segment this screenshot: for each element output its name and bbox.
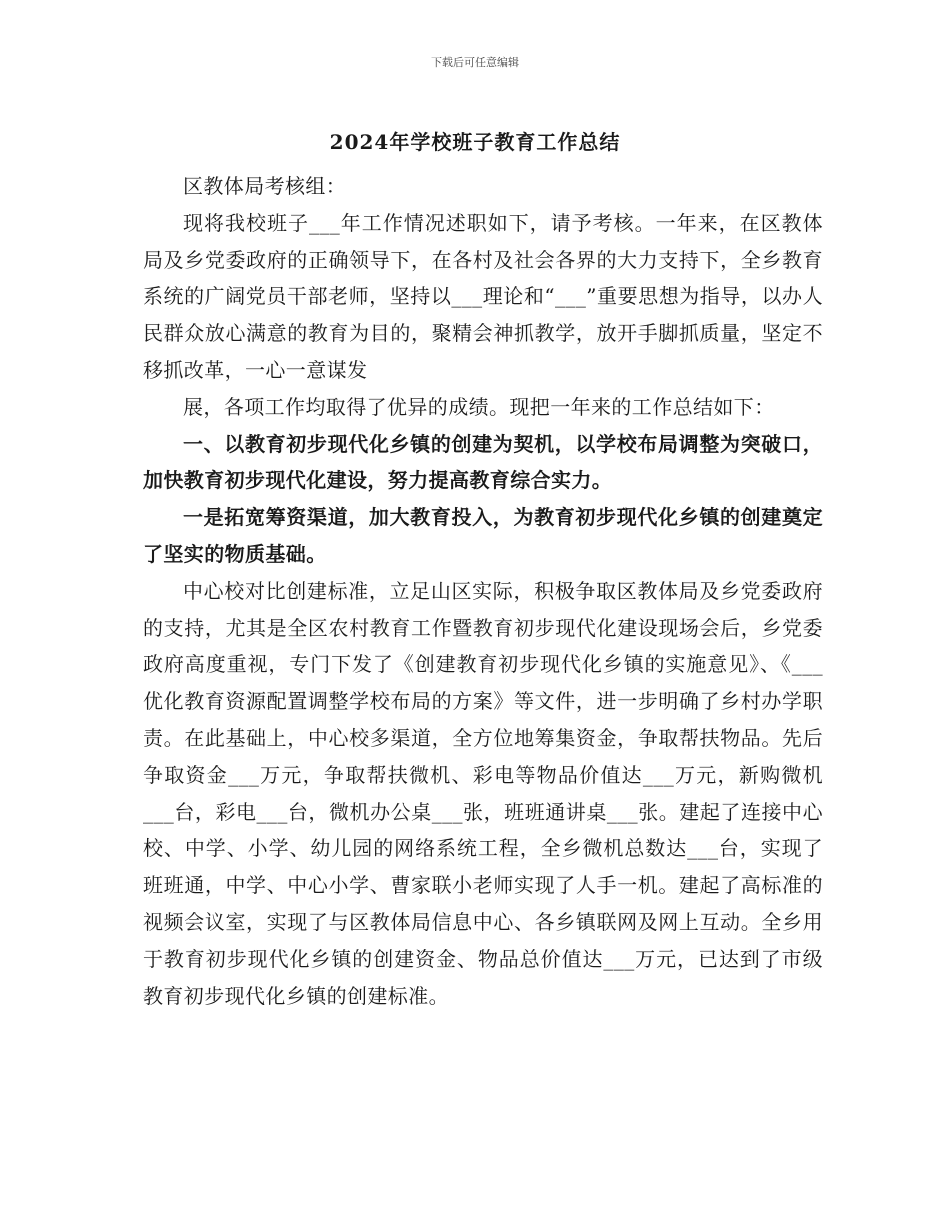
subsection-heading-1: 一是拓宽筹资渠道，加大教育投入，为教育初步现代化乡镇的创建奠定了坚实的物质基础。 [143, 505, 823, 566]
paragraph-intro: 现将我校班子___年工作情况述职如下，请予考核。一年来，在区教体局及乡党委政府的正确领导下，在各村及社会各界的大力支持下，全乡教育系统的广阔党员干部老师，坚持以___理论和“___”重要思想为指导，以办人民群众放心满意的教育为目的，聚精会神抓教学，放开手脚抓质量，坚定不移抓改革，一心一意谋发 [143, 210, 823, 382]
paragraph-funding: 中心校对比创建标准，立足山区实际，积极争取区教体局及乡党委政府的支持，尤其是全区农村教育工作暨教育初步现代化建设现场会后，乡党委政府高度重视，专门下发了《创建教育初步现代化乡镇的实施意见》、《___优化教育资源配置调整学校布局的方案》等文件，进一步明确了乡村办学职责。在此基础上，中心校多渠道，全方位地筹集资金，争取帮扶物品。先后争取资金___万元，争取帮扶微机、彩电等物品价值达___万元，新购微机___台，彩电___台，微机办公桌___张，班班通讲桌___张。建起了连接中心校、中学、小学、幼儿园的网络系统工程，全乡微机总数达___台，实现了班班通，中学、中心小学、曹家联小老师实现了人手一机。建起了高标准的视频会议室，实现了与区教体局信息中心、各乡镇联网及网上互动。全乡用于教育初步现代化乡镇的创建资金、物品总价值达___万元，已达到了市级教育初步现代化乡镇的创建标准。 [143, 578, 823, 1008]
salutation: 区教体局考核组： [183, 174, 347, 198]
header-note: 下载后可任意编辑 [431, 56, 519, 69]
paragraph-intro-continued: 展，各项工作均取得了优异的成绩。现把一年来的工作总结如下： [183, 394, 775, 419]
section-heading-1: 一、以教育初步现代化乡镇的创建为契机，以学校布局调整为突破口，加快教育初步现代化建设，努力提高教育综合实力。 [143, 431, 823, 493]
document-body [143, 168, 823, 1014]
document-title: 2024年学校班子教育工作总结 [329, 130, 621, 154]
